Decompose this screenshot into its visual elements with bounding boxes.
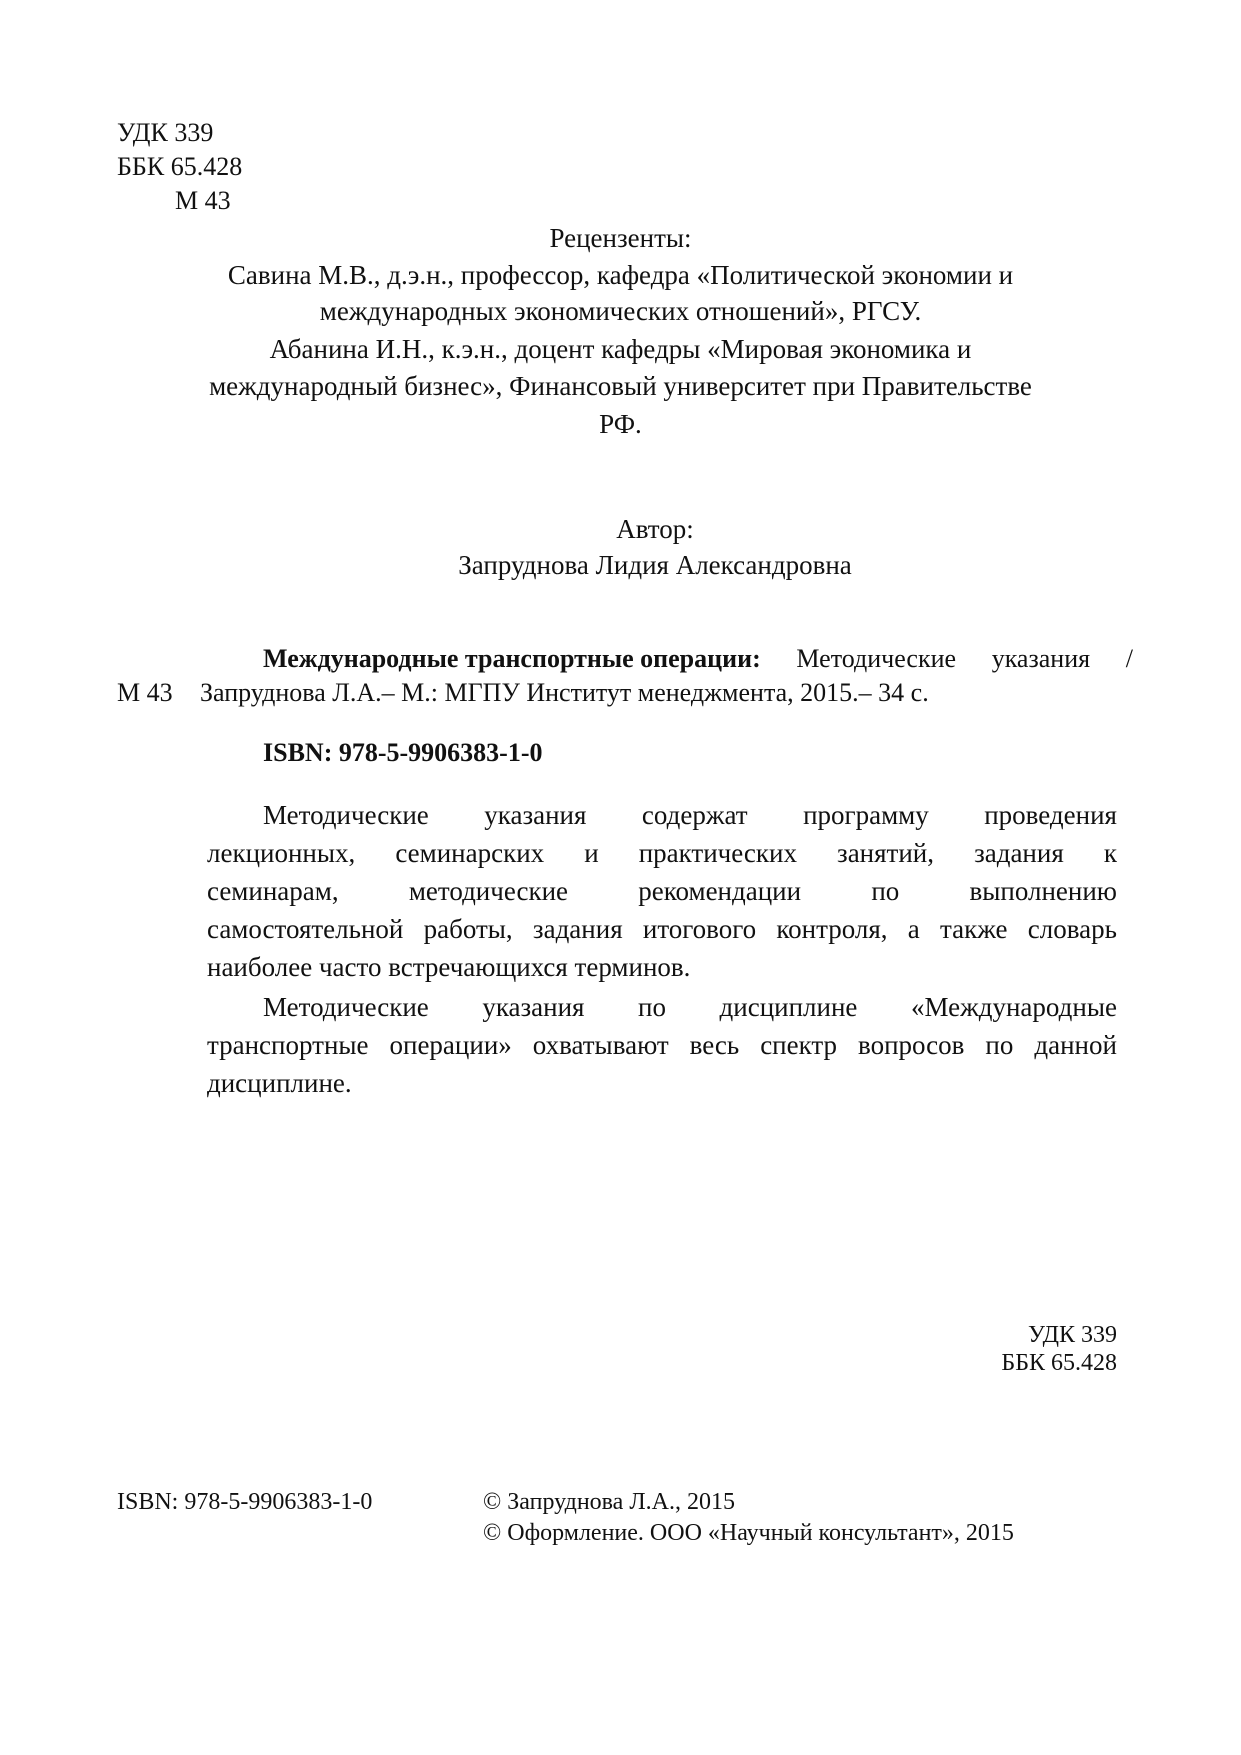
word: методические (408, 876, 569, 906)
author-name: Запруднова Лидия Александровна (458, 550, 852, 580)
word: словарь (1027, 914, 1117, 944)
word: Методические (263, 800, 429, 830)
word: самостоятельной (207, 914, 404, 944)
word: контроля, (776, 914, 888, 944)
word: работы, (423, 914, 513, 944)
bib-word: / (1125, 644, 1133, 673)
word: семинарских (395, 838, 545, 868)
word: занятий, (837, 838, 934, 868)
bbk-code: ББК 65.428 (117, 152, 243, 181)
bib-word: указания (991, 644, 1091, 673)
reviewer-line: международных экономических отношений», РГСУ. (319, 296, 922, 326)
bib-author-mark: М 43 (117, 678, 173, 707)
word: к (1103, 838, 1117, 868)
word: также (940, 914, 1008, 944)
author-label: Автор: (616, 514, 694, 544)
word: и (584, 838, 599, 868)
word: по (871, 876, 900, 906)
annotation-line (207, 910, 1117, 948)
word: «Международные (910, 992, 1117, 1022)
word: транспортные (207, 1030, 369, 1060)
word: выполнению (969, 876, 1117, 906)
word: программу (803, 800, 929, 830)
reviewers-title: Рецензенты: (549, 223, 692, 253)
word: по (985, 1030, 1014, 1060)
word: дисциплине (719, 992, 858, 1022)
annotation-line (263, 988, 1117, 1026)
word: задания (974, 838, 1064, 868)
footer-isbn: ISBN: 978-5-9906383-1-0 (117, 1489, 373, 1515)
isbn-bold: ISBN: 978-5-9906383-1-0 (263, 738, 543, 767)
reviewer-line: Абанина И.Н., к.э.н., доцент кафедры «Мировая экономика и (269, 334, 972, 364)
word: указания (482, 992, 585, 1022)
word: рекомендации (638, 876, 802, 906)
reviewer-line: Савина М.В., д.э.н., профессор, кафедра «Политической экономии и (227, 260, 1014, 290)
footer-udk: УДК 339 (1028, 1322, 1117, 1348)
reviewer-line: международный бизнес», Финансовый университет при Правительстве (209, 371, 1032, 401)
book-title: Международные транспортные операции: (263, 644, 761, 673)
word: вопросов (858, 1030, 965, 1060)
annotation-line (207, 1026, 1117, 1064)
annotation-line (207, 834, 1117, 872)
word: спектр (760, 1030, 838, 1060)
word: данной (1034, 1030, 1117, 1060)
annotation-line (207, 872, 1117, 910)
word: а (907, 914, 920, 944)
word: весь (689, 1030, 740, 1060)
word: указания (484, 800, 587, 830)
footer-bbk: ББК 65.428 (1001, 1350, 1117, 1376)
copyright-design: © Оформление. ООО «Научный консультант», 2015 (483, 1520, 1014, 1546)
annotation-line-last: наиболее часто встречающихся терминов. (207, 952, 691, 982)
udk-code: УДК 339 (117, 118, 214, 147)
bibliography-line-2: Запруднова Л.А.– М.: МГПУ Институт менеджмента, 2015.– 34 с. (200, 678, 929, 707)
word: Методические (263, 992, 429, 1022)
word: лекционных, (207, 838, 356, 868)
annotation-line-last: дисциплине. (207, 1068, 352, 1098)
word: семинарам, (207, 876, 339, 906)
copyright-author: © Запруднова Л.А., 2015 (483, 1489, 735, 1515)
word: по (638, 992, 666, 1022)
word: проведения (984, 800, 1117, 830)
word: операции» (389, 1030, 512, 1060)
bib-word: Методические (796, 644, 957, 673)
word: задания (532, 914, 623, 944)
reviewer-line: РФ. (599, 409, 642, 439)
author-mark: М 43 (175, 186, 231, 215)
word: итогового (642, 914, 757, 944)
annotation-line (263, 796, 1117, 834)
bibliography-line-1 (263, 643, 1133, 675)
word: содержат (641, 800, 748, 830)
word: охватывают (532, 1030, 669, 1060)
word: практических (638, 838, 797, 868)
